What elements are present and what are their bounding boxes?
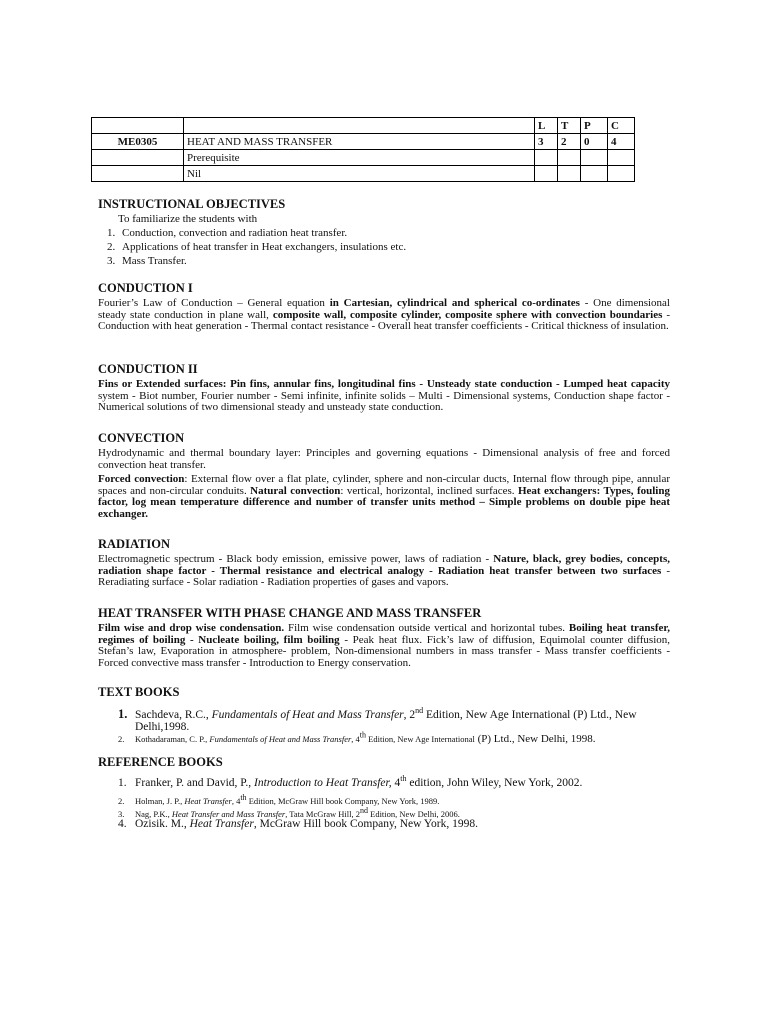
section-heading: CONDUCTION I [98, 281, 193, 295]
section-heading: HEAT TRANSFER WITH PHASE CHANGE AND MASS TRANSFER [98, 606, 482, 620]
phase-change-section [98, 606, 670, 669]
reference-books-section [98, 755, 670, 770]
course-header-table [91, 117, 635, 182]
section-body: Hydrodynamic and thermal boundary layer: Principles and governing equations - Dimensional analysis of free and forced convection heat transfer. [98, 447, 670, 471]
conduction-1-section [98, 281, 670, 333]
table-row [92, 166, 635, 182]
section-heading: REFERENCE BOOKS [98, 755, 223, 769]
list-item: 2. Applications of heat transfer in Heat exchangers, insulations etc. [118, 240, 670, 254]
section-heading: RADIATION [98, 537, 170, 551]
table-row [92, 134, 635, 150]
objectives-section [98, 197, 670, 268]
table-row [92, 150, 635, 166]
list-item: 3. Mass Transfer. [118, 254, 670, 268]
ltpc-value-t: 2 [558, 134, 581, 150]
ltpc-header-c: C [608, 118, 635, 134]
objectives-list [98, 226, 670, 268]
ltpc-header-l: L [535, 118, 558, 134]
section-body: Film wise and drop wise condensation. Film wise condensation outside vertical and horizontal tubes. Boiling heat transfer, regimes of boiling - Nucleate boiling, film boiling - Peak heat flux. Fick’s law of diffusion, Equimolal counter diffusion, Stefan’s law, Evaporation in atmosphere- problem, Non-dimensional numbers in mass transfer - Mass transfer coefficients - Forced convective mass transfer - Introduction to Energy conservation. [98, 622, 671, 669]
reference-book-1: 1. Franker, P. and David, P., Introduction to Heat Transfer, 4th edition, John Wiley, New York, 2002. [118, 774, 583, 789]
ltpc-value-p: 0 [581, 134, 608, 150]
text-book-1: 1. Sachdeva, R.C., Fundamentals of Heat and Mass Transfer, 2nd Edition, New Age International (P) Ltd., New Delhi,1998. [118, 706, 637, 733]
prerequisite-label: Prerequisite [184, 150, 535, 166]
ltpc-header-p: P [581, 118, 608, 134]
section-body: Forced convection: External flow over a flat plate, cylinder, sphere and non-circular ducts, Internal flow through pipe, annular spaces and non-circular conduits. Natural convection: vertical, horizontal, inclined surfaces. Heat exchangers: Types, fouling factor, log mean temperature difference and number of transfer units method – Simple problems on double pipe heat exchanger. [98, 473, 670, 520]
section-body: Fourier’s Law of Conduction – General equation in Cartesian, cylindrical and spherical co-ordinates - One dimensional steady state conduction in plane wall, composite wall, composite cylinder, composite sphere with convection boundaries - Conduction with heat generation - Thermal contact resistance - Overall heat transfer coefficients - Critical thickness of insulation. [98, 297, 670, 333]
conduction-2-section [98, 362, 670, 414]
convection-section [98, 431, 670, 521]
reference-book-4: 4. Ozisik. M., Heat Transfer, McGraw Hill book Company, New York, 1998. [118, 818, 478, 830]
text-book-2: 2. Kothadaraman, C. P., Fundamentals of Heat and Mass Transfer, 4th Edition, New Age International (P) Ltd., New Delhi, 1998. [118, 730, 596, 745]
reference-book-3: 3. Nag, P.K., Heat Transfer and Mass Transfer, Tata McGraw Hill, 2nd Edition, New Delhi, 2006. [118, 806, 460, 819]
objectives-intro: To familiarize the students with [118, 213, 258, 225]
ltpc-header-t: T [558, 118, 581, 134]
prerequisite-value: Nil [184, 166, 535, 182]
text-books-section [98, 685, 670, 700]
radiation-section [98, 537, 670, 589]
section-heading: CONDUCTION II [98, 362, 198, 376]
reference-book-2: 2. Holman, J. P., Heat Transfer, 4th Edition, McGraw Hill book Company, New York, 1989. [118, 793, 440, 806]
list-item: 1. Conduction, convection and radiation heat transfer. [118, 226, 670, 240]
section-body: Electromagnetic spectrum - Black body emission, emissive power, laws of radiation - Nature, black, grey bodies, concepts, radiation shape factor - Thermal resistance and electrical analogy - Radiation heat transfer between two surfaces - Reradiating surface - Solar radiation - Radiation properties of gases and vapors. [98, 553, 670, 589]
ltpc-value-l: 3 [535, 134, 558, 150]
course-code: ME0305 [92, 134, 184, 150]
objectives-heading: INSTRUCTIONAL OBJECTIVES [98, 197, 286, 211]
section-heading: CONVECTION [98, 431, 185, 445]
section-heading: TEXT BOOKS [98, 685, 180, 699]
table-row [92, 118, 635, 134]
course-title: HEAT AND MASS TRANSFER [184, 134, 535, 150]
ltpc-value-c: 4 [608, 134, 635, 150]
section-body: Fins or Extended surfaces: Pin fins, annular fins, longitudinal fins - Unsteady state conduction - Lumped heat capacity system - Biot number, Fourier number - Semi infinite, infinite solids – Multi - Dimensional systems, Conduction shape factor - Numerical solutions of two dimensional steady and unsteady state conduction. [98, 378, 670, 414]
